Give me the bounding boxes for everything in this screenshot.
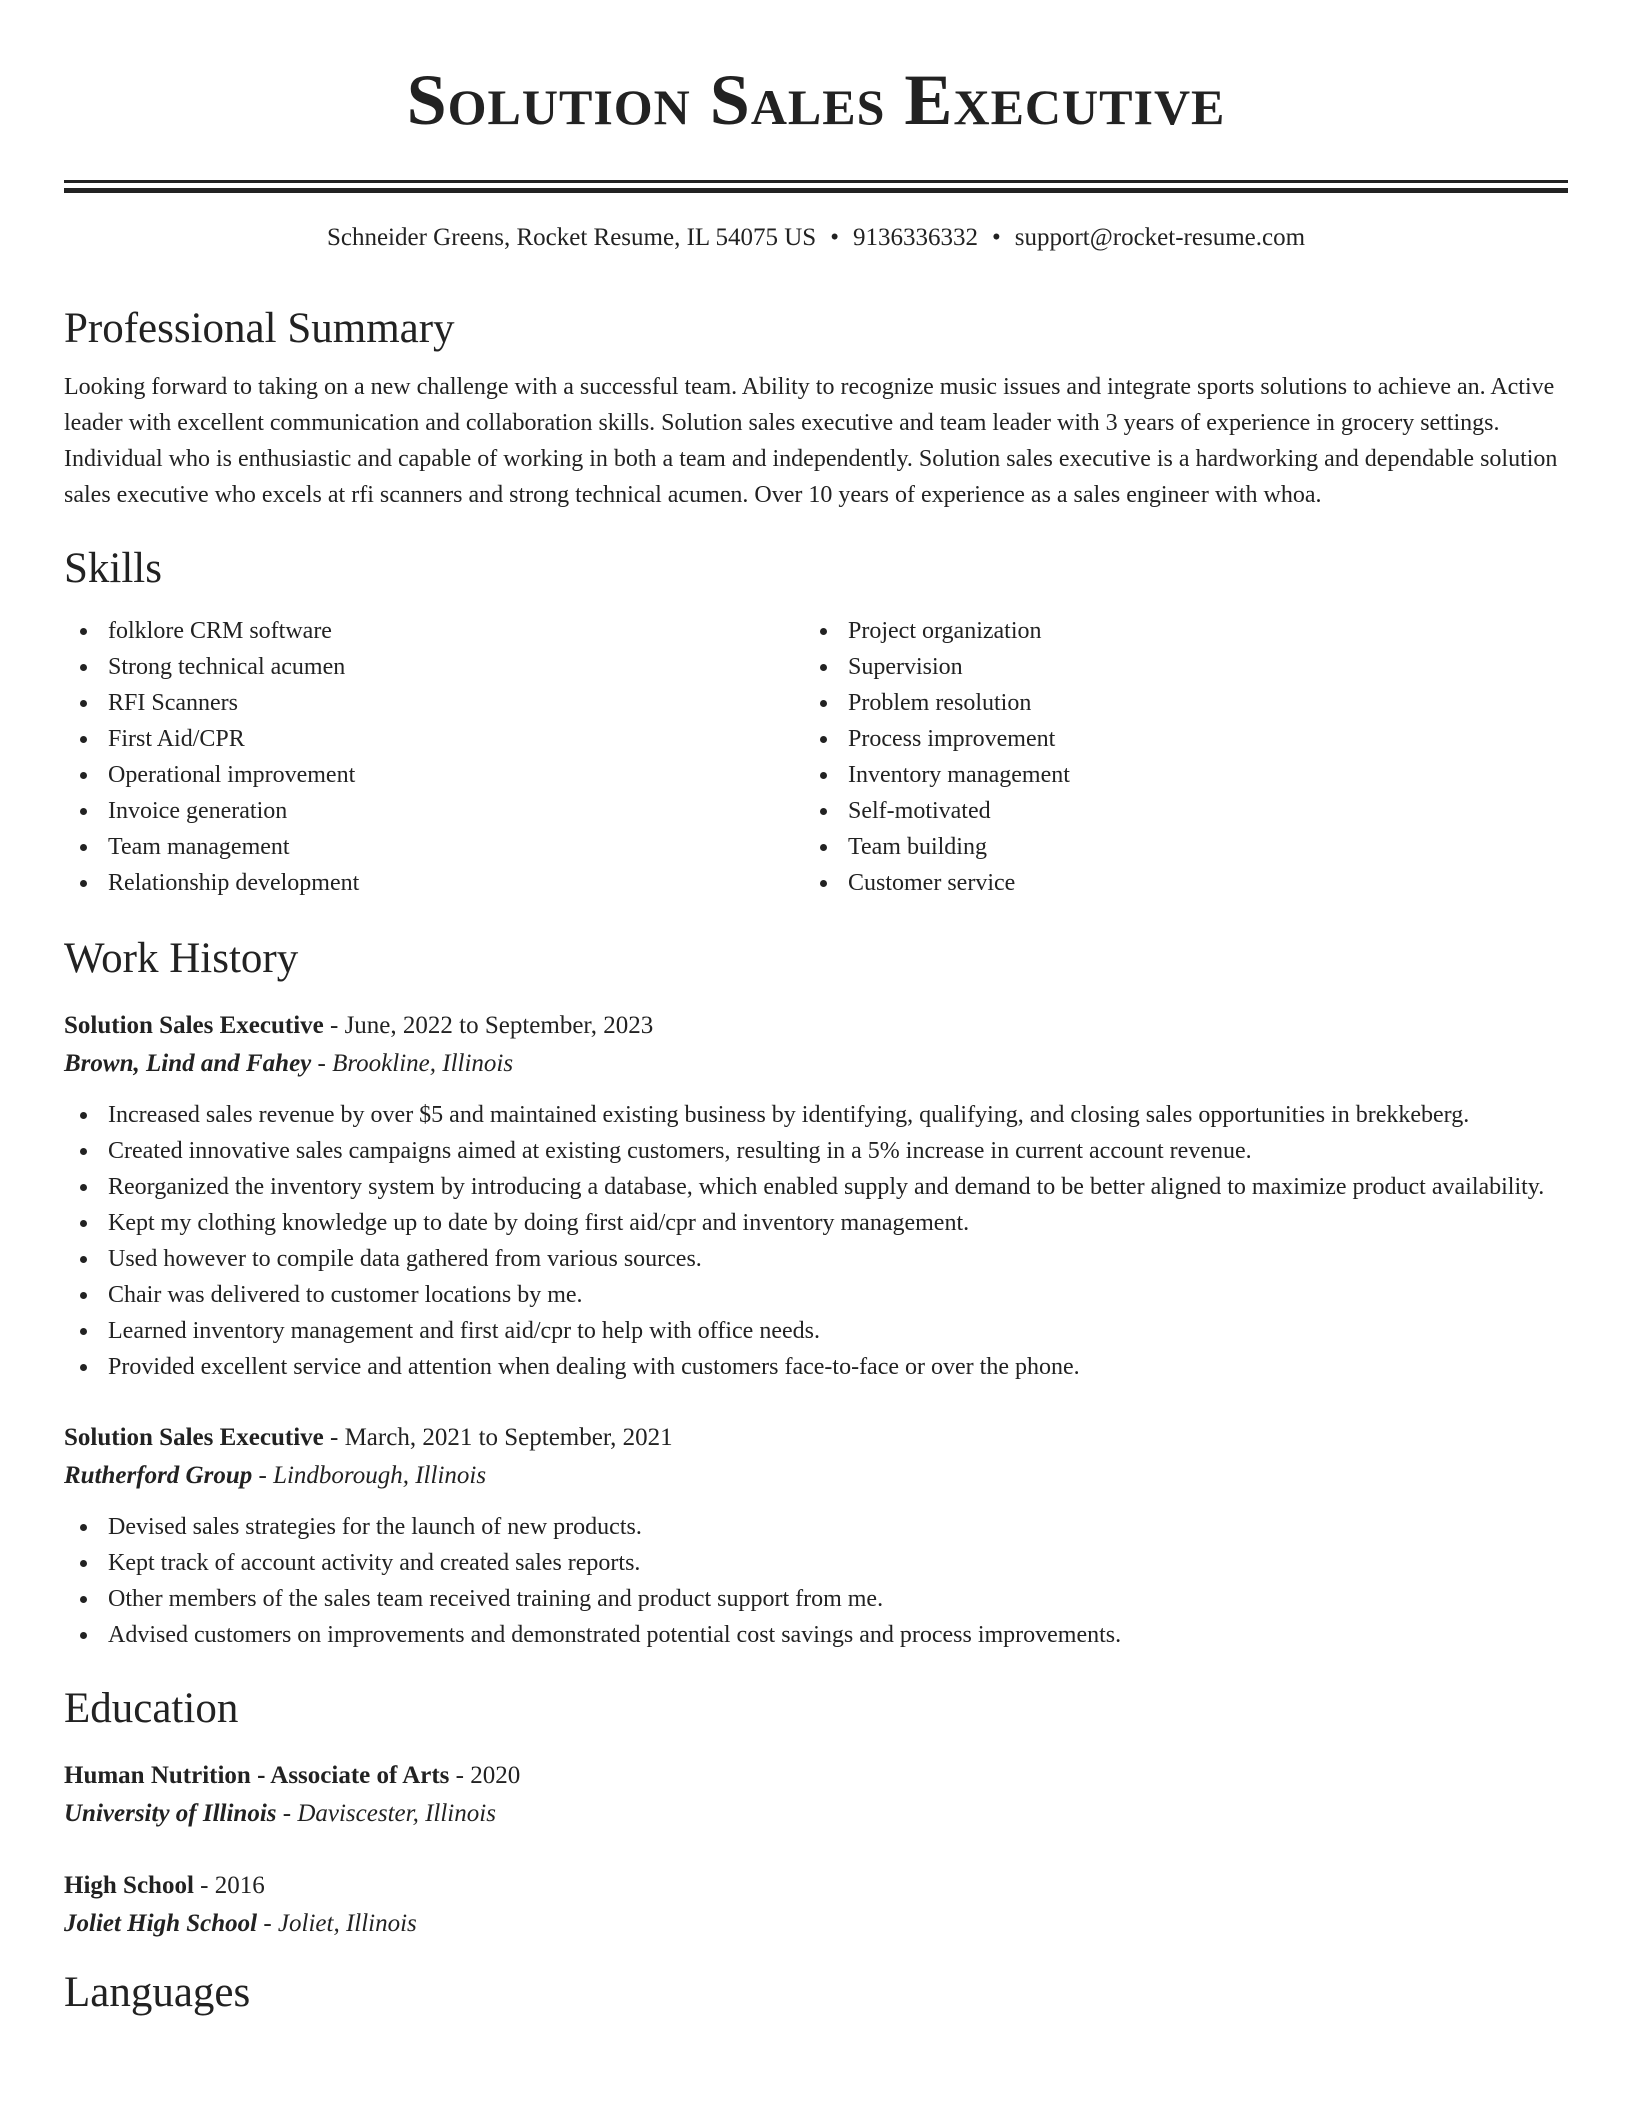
degree-year: - 2016 — [193, 1872, 265, 1899]
skill-item: RFI Scanners — [64, 685, 804, 721]
job-bullets — [64, 1509, 1568, 1653]
school-line — [64, 1795, 1568, 1833]
header-rule-bottom — [64, 188, 1568, 193]
degree-line — [64, 1757, 1568, 1795]
section-title-skills: Skills — [64, 545, 162, 592]
candidate-name: Solution Sales Executive — [406, 60, 1226, 140]
skills-column-right — [804, 613, 1544, 901]
skill-item: Supervision — [804, 649, 1544, 685]
school-location: - Daviscester, Illinois — [276, 1800, 496, 1827]
degree: High School — [64, 1872, 194, 1899]
job-entry — [64, 1007, 1568, 1385]
job-title: Solution Sales Executive — [64, 1012, 324, 1039]
job-title-line — [64, 1419, 1568, 1457]
job-bullet: Provided excellent service and attention when dealing with customers face-to-face or over the phone. — [64, 1349, 1568, 1385]
job-dates: - June, 2022 to September, 2023 — [323, 1012, 654, 1039]
contact-separator: • — [830, 224, 839, 251]
job-bullet: Devised sales strategies for the launch of new products. — [64, 1509, 1568, 1545]
job-bullet: Other members of the sales team received training and product support from me. — [64, 1581, 1568, 1617]
company-name: Rutherford Group — [64, 1462, 253, 1489]
skill-item: Process improvement — [804, 721, 1544, 757]
job-title: Solution Sales Executive — [64, 1424, 324, 1451]
job-bullet: Kept my clothing knowledge up to date by doing first aid/cpr and inventory management. — [64, 1205, 1568, 1241]
skill-item: Invoice generation — [64, 793, 804, 829]
job-bullet: Advised customers on improvements and demonstrated potential cost savings and process improvements. — [64, 1617, 1568, 1653]
section-title-languages: Languages — [64, 1969, 251, 2016]
contact-line — [64, 221, 1568, 255]
degree: Human Nutrition - Associate of Arts — [64, 1762, 450, 1789]
skill-item: Self-motivated — [804, 793, 1544, 829]
skill-item: Team management — [64, 829, 804, 865]
degree-year: - 2020 — [449, 1762, 521, 1789]
education-entry — [64, 1757, 1568, 1833]
skills-column-left — [64, 613, 804, 901]
job-bullet: Created innovative sales campaigns aimed at existing customers, resulting in a 5% increase in current account revenue. — [64, 1133, 1568, 1169]
header-rule-top — [64, 180, 1568, 183]
school-location: - Joliet, Illinois — [257, 1910, 417, 1937]
job-dates: - March, 2021 to September, 2021 — [323, 1424, 673, 1451]
job-bullet: Chair was delivered to customer locations by me. — [64, 1277, 1568, 1313]
company-line — [64, 1045, 1568, 1083]
skill-item: Relationship development — [64, 865, 804, 901]
job-bullet: Learned inventory management and first aid/cpr to help with office needs. — [64, 1313, 1568, 1349]
job-bullet: Kept track of account activity and created sales reports. — [64, 1545, 1568, 1581]
company-line — [64, 1457, 1568, 1495]
summary-text: Looking forward to taking on a new challenge with a successful team. Ability to recognize music issues and integrate sports solutions to achieve an. Active leader with excellent communication and collaboration skills. Solution sales executive and team leader with 3 years of experience in grocery settings. Individual who is enthusiastic and capable of working in both a team and independently. Solution sales executive is a hardworking and dependable solution sales executive who excels at rfi scanners and strong technical acumen. Over 10 years of experience as a sales engineer with whoa. — [64, 374, 1558, 508]
skill-item: Operational improvement — [64, 757, 804, 793]
school-line — [64, 1905, 1568, 1943]
section-title-work-history: Work History — [64, 935, 299, 982]
contact-separator: • — [991, 224, 1001, 251]
skill-item: Customer service — [804, 865, 1544, 901]
job-entry — [64, 1419, 1568, 1653]
education-entry — [64, 1867, 1568, 1943]
section-title-summary: Professional Summary — [64, 305, 455, 352]
contact-email: support@rocket-resume.com — [1014, 224, 1306, 251]
skill-item: Inventory management — [804, 757, 1544, 793]
company-name: Brown, Lind and Fahey — [64, 1050, 312, 1077]
job-title-line — [64, 1007, 1568, 1045]
job-bullet: Used however to compile data gathered from various sources. — [64, 1241, 1568, 1277]
job-bullets — [64, 1097, 1568, 1385]
skill-item: Strong technical acumen — [64, 649, 804, 685]
skill-item: First Aid/CPR — [64, 721, 804, 757]
skill-item: Problem resolution — [804, 685, 1544, 721]
skills-list — [64, 613, 1568, 901]
school-name: University of Illinois — [64, 1800, 277, 1827]
school-name: Joliet High School — [64, 1910, 258, 1937]
company-location: - Lindborough, Illinois — [252, 1462, 487, 1489]
skill-item: Team building — [804, 829, 1544, 865]
company-location: - Brookline, Illinois — [311, 1050, 514, 1077]
contact-address: Schneider Greens, Rocket Resume, IL 54075 US — [326, 224, 817, 251]
degree-line — [64, 1867, 1568, 1905]
contact-phone: 9136336332 — [852, 224, 978, 251]
job-bullet: Increased sales revenue by over $5 and maintained existing business by identifying, qualifying, and closing sales opportunities in brekkeberg. — [64, 1097, 1568, 1133]
skill-item: Project organization — [804, 613, 1544, 649]
job-bullet: Reorganized the inventory system by introducing a database, which enabled supply and demand to be better aligned to maximize product availability. — [64, 1169, 1568, 1205]
section-title-education: Education — [64, 1685, 239, 1732]
skill-item: folklore CRM software — [64, 613, 804, 649]
